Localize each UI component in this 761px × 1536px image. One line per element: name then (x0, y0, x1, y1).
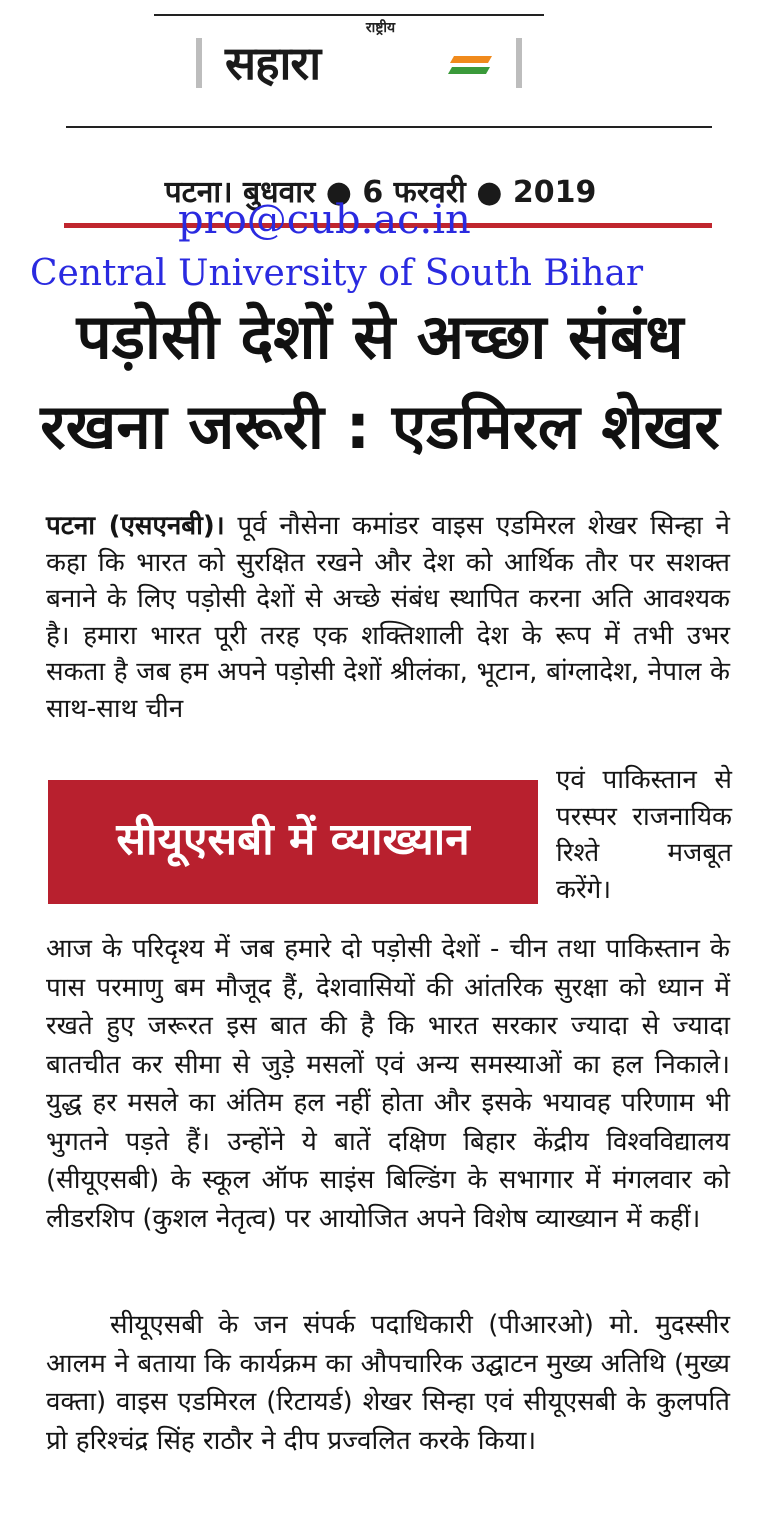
article-lead-paragraph (46, 508, 730, 727)
headline-line-1: पड़ोसी देशों से अच्छा संबंध (76, 300, 684, 373)
masthead-right-bar (516, 38, 522, 88)
stamp-university: Central University of South Bihar (30, 253, 644, 294)
subheading-box (48, 780, 538, 904)
stamp-email: pro@cub.ac.in (178, 197, 471, 243)
dateline: पटना। बुधवार ● 6 फरवरी ● 2019 (164, 175, 597, 210)
headline-line-2: रखना जरूरी : एडमिरल शेखर (40, 390, 720, 463)
masthead-bottom-rule (66, 126, 712, 128)
masthead-top-rule (154, 14, 544, 16)
article-paragraph-2: आज के परिदृश्य में जब हमारे दो पड़ोसी देशों - चीन तथा पाकिस्तान के पास परमाणु बम मौजूद हैं, देशवासियों की आंतरिक सुरक्षा को ध्यान में रखते हुए जरूरत इस बात की है कि भारत सरकार ज्यादा से ज्यादा बातचीत कर सीमा से जुड़े मसलों एवं अन्य समस्याओं का हल निकाले। युद्ध हर मसले का अंतिम हल नहीं होता और इसके भयावह परिणाम भी भुगतने पड़ते हैं। उन्होंने ये बातें दक्षिण बिहार केंद्रीय विश्वविद्यालय (सीयूएसबी) के स्कूल ऑफ साइंस बिल्डिंग के सभागार में मंगलवार को लीडरशिप (कुशल नेतृत्व) पर आयोजित अपने विशेष व्याख्यान में कहीं। (46, 934, 730, 1234)
article-paragraph-3: सीयूएसबी के जन संपर्क पदाधिकारी (पीआरओ) मो. मुदस्सीर आलम ने बताया कि कार्यक्रम का औपचारिक उद्घाटन मुख्य अतिथि (मुख्य वक्ता) वाइस एडमिरल (रिटायर्ड) शेखर सिन्हा एवं सीयूएसबी के कुलपति प्रो हरिश्चंद्र सिंह राठौर ने दीप प्रज्वलित करके किया। (46, 1310, 730, 1456)
article-lead-dateline: पटना (एसएनबी)। (46, 511, 225, 541)
masthead-left-bar (196, 38, 202, 88)
masthead-subtitle: राष्ट्रीय (365, 20, 396, 36)
subheading-box-label: सीयूएसबी में व्याख्यान (116, 814, 470, 865)
article-side-text: एवं पाकिस्तान से परस्पर राजनायिक रिश्ते मजबूत करेंगे। (556, 765, 732, 905)
masthead-title: सहारा (225, 36, 321, 90)
article-lead-text: पूर्व नौसेना कमांडर वाइस एडमिरल शेखर सिन्हा ने कहा कि भारत को सुरक्षित रखने और देश को आर्थिक तौर पर सशक्त बनाने के लिए पड़ोसी देशों से अच्छे संबंध स्थापित करना अति आवश्यक है। हमारा भारत पूरी तरह एक शक्तिशाली देश के रूप में तभी उभर सकता है जब हम अपने पड़ोसी देशों श्रीलंका, भूटान, बांग्लादेश, नेपाल के साथ-साथ चीन (46, 511, 730, 724)
tricolor-flag-icon (448, 54, 492, 76)
